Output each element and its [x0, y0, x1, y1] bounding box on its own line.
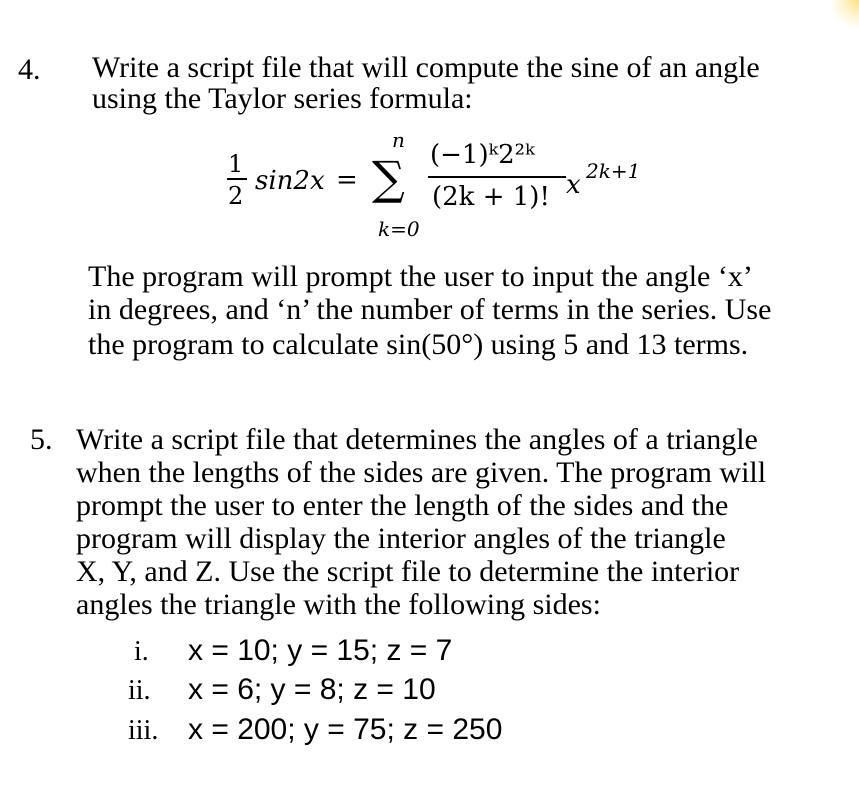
sum-lower-limit: k=0	[378, 217, 420, 241]
lhs-fraction-numerator: 1	[228, 150, 244, 178]
problem-5-line-3: prompt the user to enter the length of the sides and the	[76, 489, 729, 522]
list-item-value: x = 6; y = 8; z = 10	[188, 673, 436, 706]
summation-sign: ∑	[372, 151, 405, 205]
problem-5-line-5: X, Y, and Z. Use the script file to determine the interior	[76, 555, 740, 588]
sum-upper-limit: n	[392, 128, 405, 152]
problem-5-line-6: angles the triangle with the following sides:	[76, 588, 601, 621]
lhs-fraction-bar	[227, 178, 247, 180]
problem-5-line-4: program will display the interior angles of the triangle	[76, 522, 726, 555]
list-item-label: i.	[134, 636, 149, 667]
series-fraction-bar	[428, 176, 566, 178]
series-numerator: (−1)ᵏ2²ᵏ	[430, 140, 535, 170]
x-base: x	[566, 170, 581, 200]
problem-4-body-line-3: the program to calculate sin(50°) using 5 and 13 terms.	[88, 328, 749, 361]
series-denominator: (2k + 1)!	[432, 182, 550, 212]
problem-4-intro-line-1: Write a script file that will compute the sine of an angle	[92, 51, 760, 84]
problem-4-body-line-2: in degrees, and ‘n’ the number of terms in the series. Use	[88, 293, 772, 326]
list-item-label: iii.	[128, 715, 159, 746]
list-item-value: x = 10; y = 15; z = 7	[188, 634, 453, 667]
list-item-value: x = 200; y = 75; z = 250	[188, 713, 503, 746]
problem-4-number: 4.	[18, 53, 41, 86]
problem-5-line-1: Write a script file that determines the angles of a triangle	[76, 423, 758, 456]
problem-5-line-2: when the lengths of the sides are given. The program will	[76, 456, 767, 489]
equals-sign: =	[336, 165, 358, 195]
problem-4-intro-line-2: using the Taylor series formula:	[92, 82, 473, 115]
list-item-label: ii.	[128, 675, 151, 706]
lhs-sine-term: sin2x	[255, 166, 325, 196]
problem-5-number: 5.	[30, 423, 53, 456]
problem-4-body-line-1: The program will prompt the user to input the angle ‘x’	[88, 260, 753, 293]
corner-light-glare	[829, 0, 859, 30]
x-exponent: 2k+1	[586, 159, 641, 183]
lhs-fraction-denominator: 2	[228, 182, 244, 210]
